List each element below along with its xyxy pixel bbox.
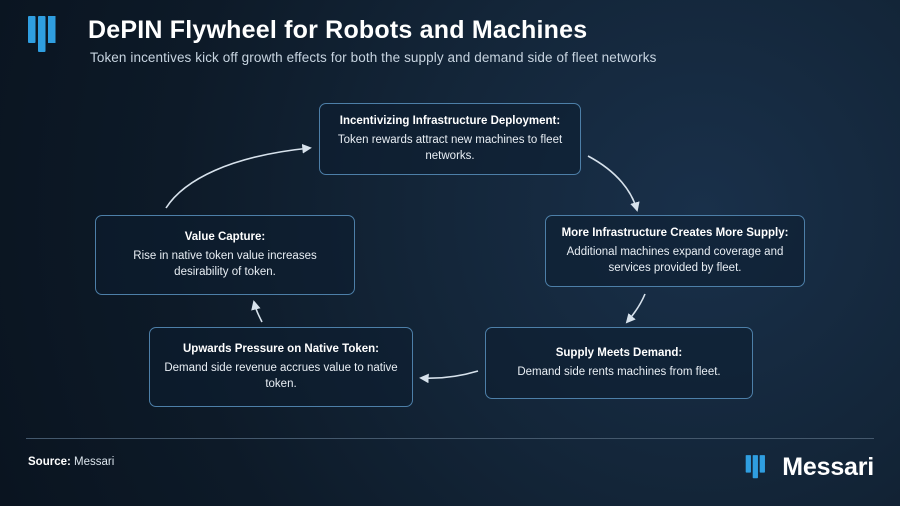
node-label: Incentivizing Infrastructure Deployment: bbox=[339, 115, 561, 127]
node-description: Additional machines expand coverage and services provided by fleet. bbox=[566, 245, 784, 275]
flywheel-diagram bbox=[0, 84, 900, 434]
node-description: Token rewards attract new machines to fleet networks. bbox=[337, 133, 563, 163]
node-more-infrastructure-creates-more-supply bbox=[545, 215, 805, 287]
brand-lockup bbox=[744, 452, 874, 482]
node-upwards-pressure-on-native-token bbox=[149, 327, 413, 407]
node-label: Value Capture: bbox=[184, 230, 266, 243]
footer-divider bbox=[26, 438, 874, 439]
node-description: Rise in native token value increases desirability of token. bbox=[133, 249, 317, 279]
node-incentivizing-infrastructure-deployment bbox=[319, 103, 581, 175]
page-subtitle: Token incentives kick off growth effects for both the supply and demand side of fleet networks bbox=[90, 50, 657, 65]
node-description: Demand side revenue accrues value to native token. bbox=[164, 361, 398, 391]
messari-logo-icon bbox=[744, 453, 774, 481]
node-label: Supply Meets Demand: bbox=[555, 347, 683, 360]
source-value: Messari bbox=[74, 456, 115, 468]
source-attribution bbox=[28, 456, 114, 468]
node-description: Demand side rents machines from fleet. bbox=[517, 366, 721, 378]
node-label: More Infrastructure Creates More Supply: bbox=[561, 227, 789, 239]
brand-name: Messari bbox=[782, 452, 874, 481]
messari-logo-icon bbox=[26, 14, 68, 54]
node-label: Upwards Pressure on Native Token: bbox=[183, 342, 379, 355]
node-value-capture bbox=[95, 215, 355, 295]
page-title: DePIN Flywheel for Robots and Machines bbox=[88, 16, 588, 44]
header bbox=[0, 0, 900, 84]
node-supply-meets-demand bbox=[485, 327, 753, 399]
source-label: Source: bbox=[28, 456, 71, 468]
